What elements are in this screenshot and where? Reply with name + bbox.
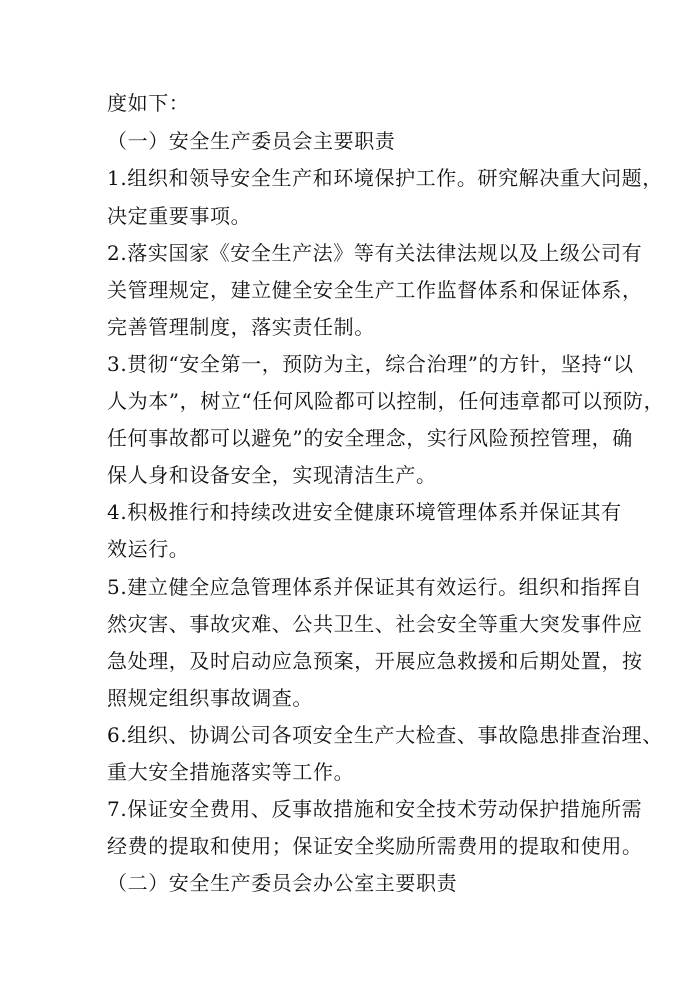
text-line: 效运行。: [107, 537, 190, 561]
text-line: 6.组织、协调公司各项安全生产大检查、事故隐患排查治理、: [107, 723, 663, 747]
text-line: 急处理，及时启动应急预案，开展应急救援和后期处置，按: [107, 649, 643, 673]
text-line: 人为本”，树立“任何风险都可以控制，任何违章都可以预防，: [107, 389, 665, 413]
text-line: 保人身和设备安全，实现清洁生产。: [107, 463, 437, 487]
text-line: 度如下：: [107, 91, 190, 115]
text-line: 5.建立健全应急管理体系并保证其有效运行。组织和指挥自: [107, 575, 643, 599]
text-line: 3.贯彻“安全第一，预防为主，综合治理”的方针，坚持“以: [107, 352, 634, 376]
section-heading: （二）安全生产委员会办公室主要职责: [107, 871, 458, 895]
text-line: 1.组织和领导安全生产和环境保护工作。研究解决重大问题，: [107, 166, 663, 190]
text-line: 7.保证安全费用、反事故措施和安全技术劳动保护措施所需: [107, 797, 643, 821]
text-line: 任何事故都可以避免”的安全理念，实行风险预控管理，确: [107, 426, 633, 450]
section-heading: （一）安全生产委员会主要职责: [107, 129, 396, 153]
text-line: 然灾害、事故灾难、公共卫生、社会安全等重大突发事件应: [107, 612, 643, 636]
text-line: 完善管理制度，落实责任制。: [107, 315, 375, 339]
text-line: 关管理规定，建立健全安全生产工作监督体系和保证体系，: [107, 278, 643, 302]
text-line: 经费的提取和使用；保证安全奖励所需费用的提取和使用。: [107, 834, 643, 858]
text-line: 2.落实国家《安全生产法》等有关法律法规以及上级公司有: [107, 241, 643, 265]
text-line: 照规定组织事故调查。: [107, 686, 313, 710]
text-line: 决定重要事项。: [107, 204, 252, 228]
text-line: 4.积极推行和持续改进安全健康环境管理体系并保证其有: [107, 500, 622, 524]
text-line: 重大安全措施落实等工作。: [107, 760, 355, 784]
